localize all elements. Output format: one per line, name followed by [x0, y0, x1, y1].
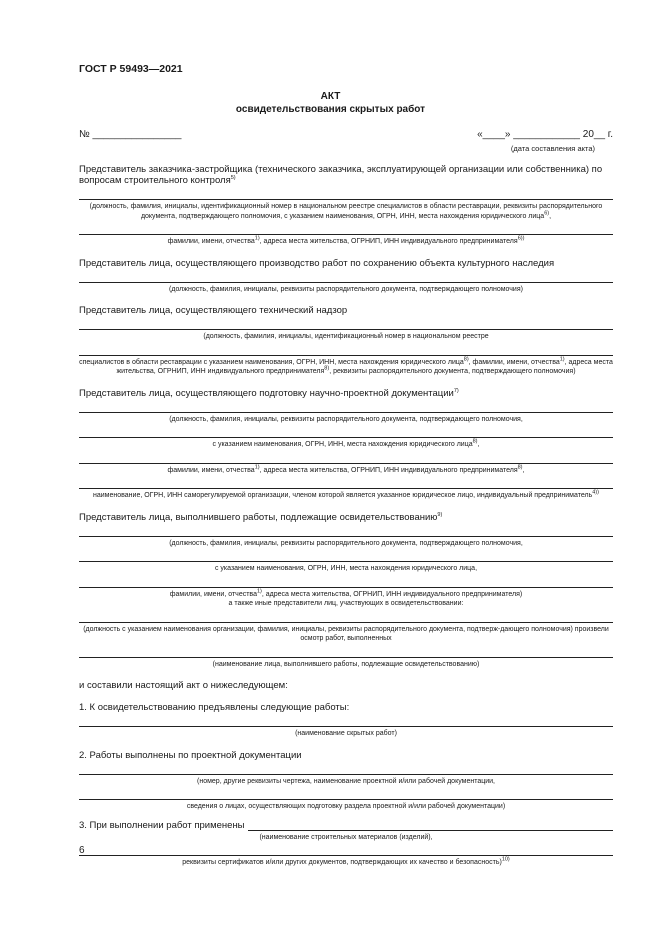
executor-name-field[interactable]: [79, 644, 613, 658]
design-rep-field-3[interactable]: [79, 450, 613, 464]
contractor-rep-field[interactable]: [79, 269, 613, 283]
contractor-rep-caption: (должность, фамилия, инициалы, реквизиты распорядительного документа, подтверждающего полномочия): [169, 285, 523, 293]
other-reps-caption: (должность с указанием наименования организации, фамилия, инициалы, реквизиты распорядительного документа, подтверж-дающего полномочия) произвели осмотр работ, выполненных: [83, 625, 609, 642]
supervision-rep-caption-2: специалистов в области реставрации с указанием наименования, ОГРН, ИНН, места нахождения юридического лица$^{8)}$, фамилии, имени, отчества$^{1)}$, адреса места жительства, ОГРНИП, ИНН индивидуального предпринимателя$^{8)}$, реквизиты распорядительного документа, подтверждающего полномочия): [79, 356, 613, 375]
executor-rep-field[interactable]: [79, 523, 613, 537]
item-3-caption-2: реквизиты сертификатов и/или других документов, подтверждающих их качество и безопасность)$^{10)}$: [182, 856, 510, 866]
executor-rep-field-3[interactable]: [79, 574, 613, 588]
executor-rep-heading: Представитель лица, выполнившего работы, подлежащие освидетельствованию$^{9)}$: [79, 511, 443, 523]
item-2-heading: 2. Работы выполнены по проектной документации: [79, 749, 302, 761]
other-reps-field[interactable]: [79, 609, 613, 623]
item-3-field-2[interactable]: [79, 842, 613, 856]
customer-rep-heading: Представитель заказчика-застройщика (технического заказчика, эксплуатирующей организации или собственника) по вопросам строительного контроля$^{5)}$: [79, 164, 603, 186]
design-rep-caption-3: фамилии, имени, отчества$^{1)}$, адреса места жительства, ОГРНИП, ИНН индивидуального предпринимателя$^{8)}$,: [167, 464, 525, 474]
item-2-caption-2: сведения о лицах, осуществляющих подготовку раздела проектной и/или рабочей документации): [186, 803, 506, 810]
item-2-field-2[interactable]: [79, 786, 613, 800]
act-date-field[interactable]: «____» ____________ 20__ г.: [477, 129, 613, 140]
customer-rep-caption: (должность, фамилия, инициалы, идентификационный номер в национальном реестре специалистов в области реставрации, реквизиты распорядительного документа, подтверждающего полномочия, с указанием наименования, ОГРН, ИНН, места нахождения юридического лица$^{6)}$,: [89, 203, 603, 220]
act-body: [79, 164, 613, 868]
design-rep-heading: Представитель лица, осуществляющего подготовку научно-проектной документации$^{7)}$: [79, 387, 459, 399]
design-rep-caption: (должность, фамилия, инициалы, реквизиты распорядительного документа, подтверждающего полномочия,: [169, 415, 523, 423]
act-number-field[interactable]: № ________________: [79, 129, 182, 140]
design-rep-field[interactable]: [79, 399, 613, 413]
act-title: АКТ: [320, 91, 341, 102]
conclusion-text: и составили настоящий акт о нижеследующем:: [79, 680, 288, 691]
supervision-rep-field-2[interactable]: [79, 342, 613, 356]
item-3-line: [79, 820, 613, 831]
supervision-rep-field[interactable]: [79, 316, 613, 330]
item-3-caption: (наименование строительных материалов (изделий),: [259, 833, 433, 841]
supervision-rep-heading: Представитель лица, осуществляющего технический надзор: [79, 305, 348, 316]
act-subtitle: освидетельствования скрытых работ: [235, 104, 426, 115]
item-1-heading: 1. К освидетельствованию предъявлены следующие работы:: [79, 702, 350, 713]
design-rep-field-4[interactable]: [79, 475, 613, 489]
design-rep-field-2[interactable]: [79, 424, 613, 438]
executor-rep-caption-2: с указанием наименования, ОГРН, ИНН, места нахождения юридического лица,: [214, 565, 478, 572]
doc-code: ГОСТ Р 59493—2021: [79, 63, 183, 75]
item-1-caption: (наименование скрытых работ): [295, 730, 397, 737]
item-2-field[interactable]: [79, 761, 613, 775]
page-number: 6: [79, 845, 85, 856]
supervision-rep-caption: (должность, фамилия, инициалы, идентификационный номер в национальном реестре: [203, 333, 489, 340]
item-3-heading: 3. При выполнении работ применены: [79, 819, 245, 831]
executor-rep-field-2[interactable]: [79, 548, 613, 562]
executor-rep-caption-3: фамилии, имени, отчества$^{1)}$, адреса места жительства, ОГРНИП, ИНН индивидуального предпринимателя) а также иные представители лиц, участвующих в освидетельствовании:: [169, 588, 523, 607]
customer-rep-field-2[interactable]: [79, 221, 613, 235]
contractor-rep-heading: Представитель лица, осуществляющего производство работ по сохранению объекта культурного наследия: [79, 257, 555, 269]
act-date-caption: (дата составления акта): [510, 144, 595, 153]
item-1-field[interactable]: [79, 713, 613, 727]
design-rep-caption-4: наименование, ОГРН, ИНН саморегулируемой организации, членом которой является указанное юридическое лицо, индивидуальный предприниматель$^{4))}$: [93, 489, 599, 499]
customer-rep-field[interactable]: [79, 186, 613, 200]
customer-rep-caption-2: фамилии, имени, отчества$^{1)}$, адреса места жительства, ОГРНИП, ИНН индивидуального предпринимателя$^{6))}$: [167, 235, 525, 245]
design-rep-caption-2: с указанием наименования, ОГРН, ИНН, места нахождения юридического лица$^{8)}$,: [212, 438, 480, 448]
executor-name-caption: (наименование лица, выполнившего работы, подлежащие освидетельствованию): [212, 660, 480, 668]
executor-rep-caption: (должность, фамилия, инициалы, реквизиты распорядительного документа, подтверждающего полномочия,: [169, 539, 523, 547]
item-2-caption: (номер, другие реквизиты чертежа, наименование проектной и/или рабочей документации,: [197, 777, 495, 785]
item-3-field[interactable]: [248, 820, 613, 831]
